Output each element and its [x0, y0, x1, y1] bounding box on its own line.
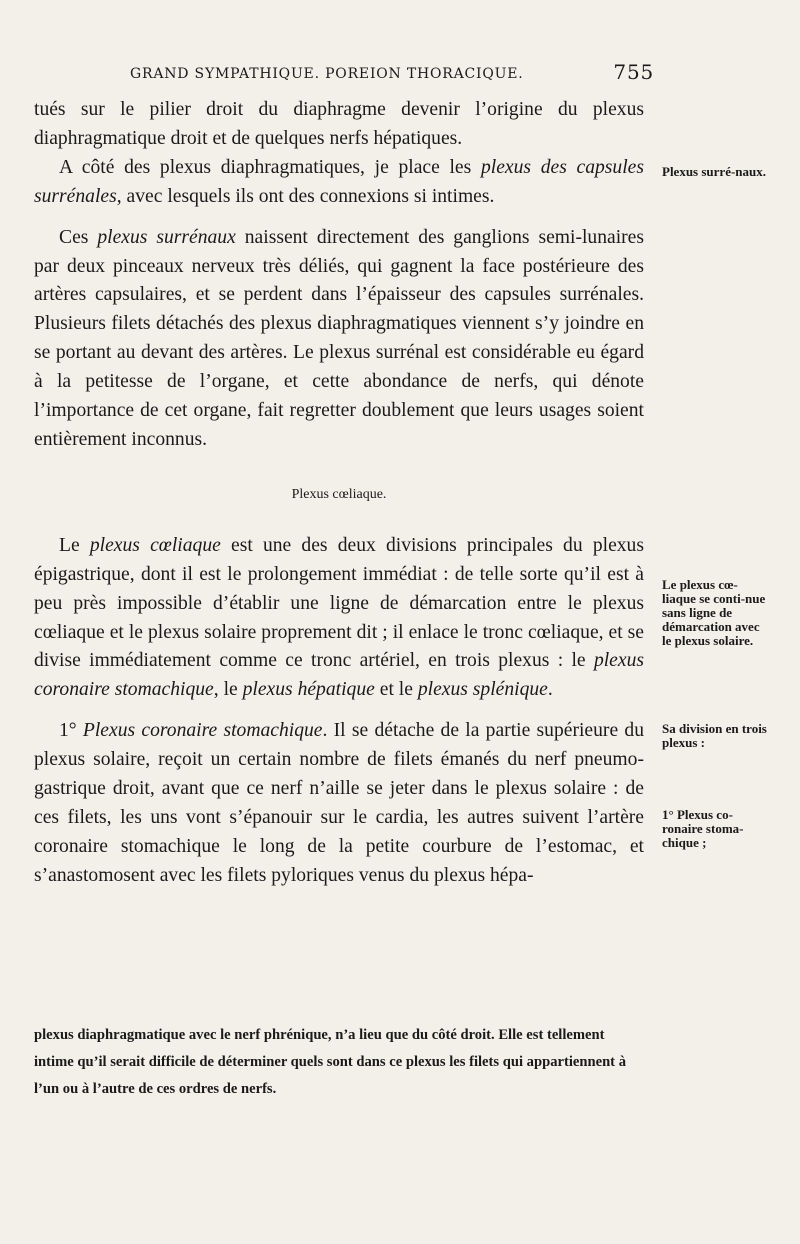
- margin-note-plexus-surrenaux: Plexus surré-naux.: [662, 164, 766, 179]
- paragraph-5: 1° Plexus coronaire stomachique. Il se détache de la partie supérieure du plexus solaire, reçoit un certain nombre de filets émanés du nerf pneumo-gastrique droit, avant que ce nerf n’aille se jeter dans le plexus solaire : de ces filets, les uns vont s’épanouir sur le cardia, les autres suivent l’artère coronaire stomachique le long de la petite courbure de l’estomac, et s’anastomosent avec les filets pyloriques venus du plexus hépa-: [34, 720, 644, 886]
- margin-note-division: Sa division en trois plexus :: [662, 721, 767, 750]
- emphasis-term: plexus coronaire stomachique: [34, 650, 644, 701]
- section-heading: Plexus cœliaque.: [291, 486, 387, 502]
- emphasis-term: plexus surrénaux: [97, 226, 236, 248]
- paragraph-1: tués sur le pilier droit du diaphragme devenir l’origine du plexus diaphragmatique droit et de quelques nerfs hépatiques.: [34, 99, 644, 149]
- main-text: [34, 96, 644, 891]
- emphasis-term: Plexus coronaire stomachique: [82, 720, 323, 742]
- page-header: [34, 60, 654, 88]
- paragraph-3: Ces plexus surrénaux naissent directement des ganglions semi-lunaires par deux pinceaux nerveux très déliés, qui gagnent la face postérieure des artères capsulaires, et se perdent dans l’épaisseur des capsules surrénales. Plusieurs filets détachés des plexus diaphragmatiques viennent s’y joindre en se portant au devant des artères. Le plexus surrénal est considérable eu égard à la petitesse de l’organe, et cette abondance de nerfs, qui dénote l’importance de cet organe, fait regretter doublement que leurs usages soient entièrement inconnus.: [34, 226, 644, 450]
- emphasis-term: plexus splénique: [417, 679, 548, 701]
- paragraph-4: Le plexus cœliaque est une des deux divisions principales du plexus épigastrique, dont il est le prolongement immédiat : de telle sorte qu’il est à peu près impossible d’établir une ligne de démarcation entre le plexus cœliaque et le plexus solaire proprement dit ; il enlace le tronc cœliaque, et se divise immédiatement comme ce tronc artériel, en trois plexus : le plexus coronaire stomachique, le plexus hépatique et le plexus splénique.: [34, 534, 644, 701]
- footnote: plexus diaphragmatique avec le nerf phrénique, n’a lieu que du côté droit. Elle est tellement intime qu’il serait difficile de déterminer quels sont dans ce plexus les filets qui appartiennent à l’un ou à l’autre de ces ordres de nerfs.: [34, 1027, 626, 1097]
- margin-note-coronaire: 1° Plexus co-ronaire stoma-chique ;: [662, 807, 744, 850]
- emphasis-term: plexus hépatique: [242, 679, 375, 701]
- paragraph-2: A côté des plexus diaphragmatiques, je place les plexus des capsules surrénales, avec lesquels ils ont des connexions si intimes.: [34, 156, 644, 207]
- running-title: GRAND SYMPATHIQUE. POREION THORACIQUE.: [130, 66, 524, 82]
- emphasis-term: plexus cœliaque: [89, 534, 221, 556]
- emphasis-term: plexus des capsules surrénales: [34, 156, 644, 207]
- margin-note-plexus-coeliaque: Le plexus cœ-liaque se conti-nue sans ligne de démarcation avec le plexus solaire.: [662, 577, 766, 648]
- page-number: 755: [613, 60, 654, 84]
